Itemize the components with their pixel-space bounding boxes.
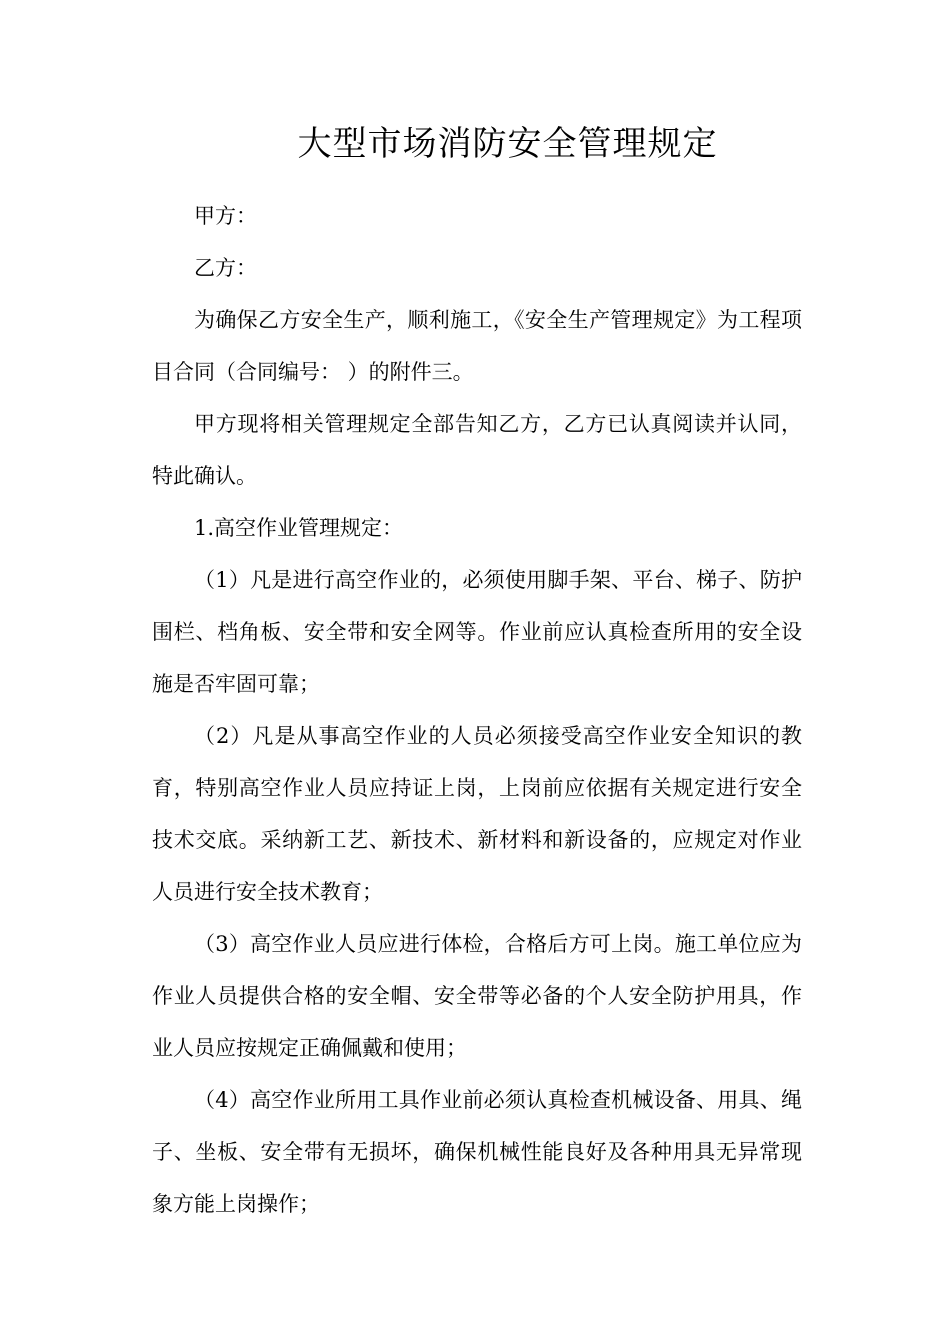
party-a-line: 甲方： bbox=[194, 204, 257, 228]
rule-item-4: （4）高空作业所用工具作业前必须认真检查机械设备、用具、绳子、坐板、安全带有无损坏，确保机械性能良好及各种用具无异常现象方能上岗操作； bbox=[152, 1088, 802, 1216]
rule-item-3: （3）高空作业人员应进行体检，合格后方可上岗。施工单位应为作业人员提供合格的安全帽、安全带等必备的个人安全防护用具，作业人员应按规定正确佩戴和使用； bbox=[152, 932, 802, 1060]
rule-item-1: （1）凡是进行高空作业的，必须使用脚手架、平台、梯子、防护围栏、档角板、安全带和安全网等。作业前应认真检查所用的安全设施是否牢固可靠； bbox=[152, 568, 802, 696]
document-body bbox=[152, 190, 802, 1230]
purpose-paragraph: 为确保乙方安全生产，顺利施工，《安全生产管理规定》为工程项目合同（合同编号： ）的附件三。 bbox=[152, 308, 802, 384]
notice-paragraph: 甲方现将相关管理规定全部告知乙方，乙方已认真阅读并认同，特此确认。 bbox=[152, 412, 802, 488]
section-heading: 1.高空作业管理规定： bbox=[194, 516, 404, 540]
party-b-line: 乙方： bbox=[194, 256, 257, 280]
rule-item-2: （2）凡是从事高空作业的人员必须接受高空作业安全知识的教育，特别高空作业人员应持证上岗，上岗前应依据有关规定进行安全技术交底。采纳新工艺、新技术、新材料和新设备的，应规定对作业人员进行安全技术教育； bbox=[152, 724, 802, 904]
document-title: 大型市场消防安全管理规定 bbox=[297, 124, 718, 164]
